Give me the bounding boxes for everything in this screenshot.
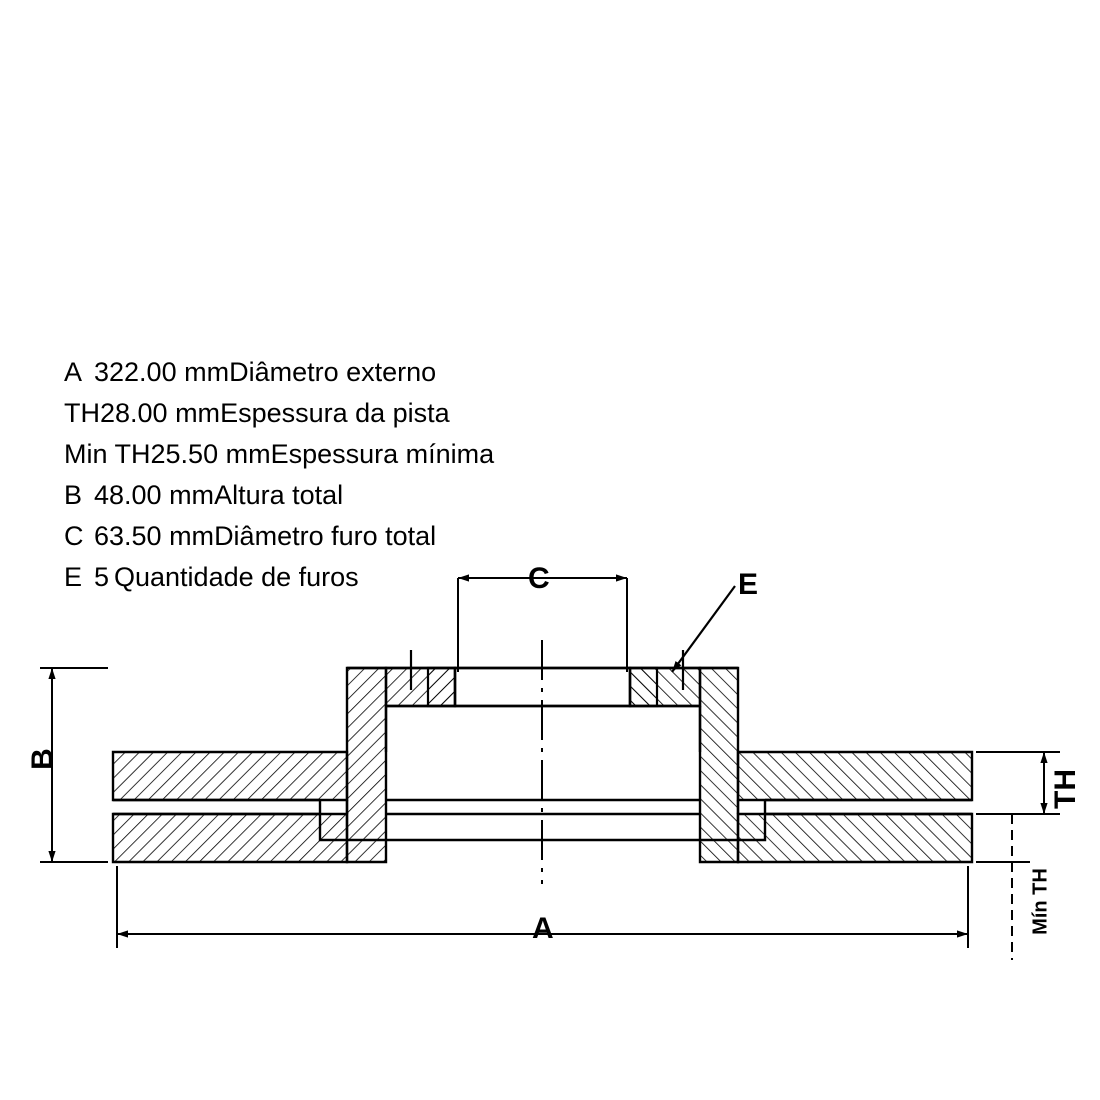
spec-code: TH (64, 398, 100, 428)
right-hat-web (700, 668, 738, 862)
spec-code: C (64, 521, 84, 551)
left-lower-friction-plate (113, 814, 347, 862)
spec-description: Diâmetro furo total (214, 521, 437, 551)
spec-code: E (64, 562, 83, 592)
spec-description: Espessura mínima (270, 439, 495, 469)
spec-value: 5 (94, 562, 110, 592)
spec-description: Espessura da pista (220, 398, 450, 428)
dimension-label-e: E (738, 568, 759, 601)
right-upper-friction-plate (738, 752, 972, 800)
spec-description: Altura total (214, 480, 344, 510)
dimension-th (976, 752, 1060, 814)
dimension-label-a: A (532, 912, 554, 945)
spec-code: B (64, 480, 83, 510)
left-hat-web (347, 668, 386, 862)
dimension-label-b: B (25, 748, 59, 770)
dimension-label-c: C (528, 562, 550, 595)
dimension-e-leader (672, 586, 735, 672)
spec-value: 322.00 mm (94, 357, 230, 387)
spec-code: A (64, 357, 83, 387)
spec-description: Quantidade de furos (114, 562, 359, 592)
spec-value: 63.50 mm (94, 521, 215, 551)
bolt-hole-right (630, 668, 657, 706)
spec-value: 48.00 mm (94, 480, 215, 510)
spec-value: 25.50 mm (150, 439, 271, 469)
spec-value: 28.00 mm (100, 398, 221, 428)
spec-code: Min TH (64, 439, 151, 469)
right-lower-friction-plate (738, 814, 972, 862)
left-upper-friction-plate (113, 752, 347, 800)
dimension-min-th (976, 814, 1030, 960)
dimension-label-min-th: Mín TH (1029, 868, 1052, 935)
dimension-label-th: TH (1049, 769, 1082, 809)
bolt-hole-left (428, 668, 455, 706)
spec-description: Diâmetro externo (229, 357, 437, 387)
